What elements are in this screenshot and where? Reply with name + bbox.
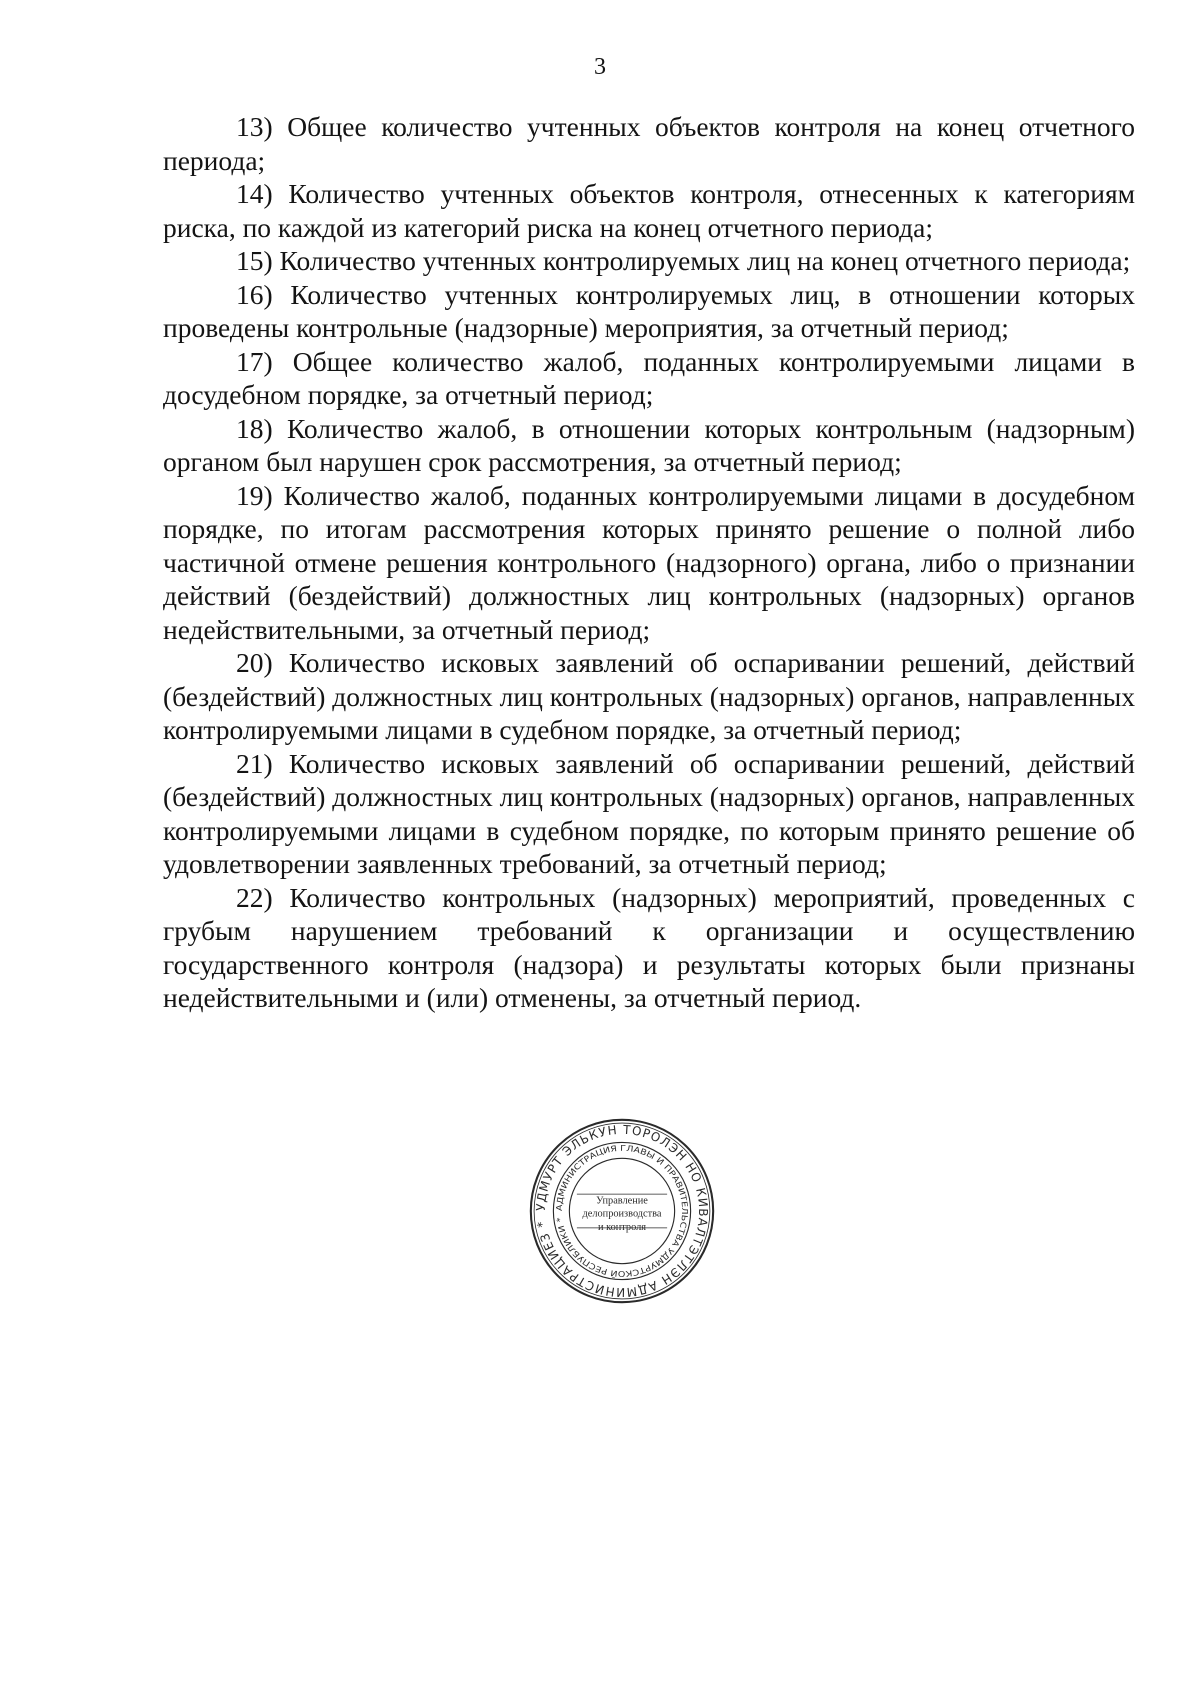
list-item: 20) Количество исковых заявлений об оспаривании решений, действий (бездействий) должностных лиц контрольных (надзорных) органов, направленных контролируемыми лицами в судебном порядке, за отчетный период; bbox=[163, 647, 1135, 745]
list-item: 18) Количество жалоб, в отношении которых контрольным (надзорным) органом был нарушен срок рассмотрения, за отчетный период; bbox=[163, 412, 1135, 477]
official-seal bbox=[528, 1117, 716, 1305]
seal-inner-text: АДМИНИСТРАЦИЯ ГЛАВЫ И ПРАВИТЕЛЬСТВА УДМУРТСКОЙ РЕСПУБЛИКИ * bbox=[554, 1143, 690, 1279]
list-item: 21) Количество исковых заявлений об оспаривании решений, действий (бездействий) должностных лиц контрольных (надзорных) органов, направленных контролируемыми лицами в судебном порядке, по которым принято решение об удовлетворении заявленных требований, за отчетный период; bbox=[163, 747, 1135, 879]
seal-center-line: Управление bbox=[596, 1195, 648, 1207]
seal-outer-text: УДМУРТ ЭЛЬКУН ТОРОЛЭН НО КИВАЛТЭТЛЭН АДМИНИСТРАЦИЕЗ * bbox=[533, 1122, 711, 1300]
list-item: 16) Количество учтенных контролируемых лиц, в отношении которых проведены контрольные (надзорные) мероприятия, за отчетный период; bbox=[163, 278, 1135, 343]
list-item: 15) Количество учтенных контролируемых лиц на конец отчетного периода; bbox=[236, 245, 1131, 276]
seal-center-line: делопроизводства bbox=[582, 1208, 662, 1220]
page-number: 3 bbox=[594, 54, 606, 80]
document-body bbox=[163, 110, 1135, 1015]
list-item: 14) Количество учтенных объектов контроля, отнесенных к категориям риска, по каждой из категорий риска на конец отчетного периода; bbox=[163, 178, 1135, 243]
list-item: 13) Общее количество учтенных объектов контроля на конец отчетного периода; bbox=[163, 111, 1135, 176]
list-item: 19) Количество жалоб, поданных контролируемыми лицами в досудебном порядке, по итогам рассмотрения которых принято решение о полной либо частичной отмене решения контрольного (надзорного) органа, либо о признании действий (бездействий) должностных лиц контрольных (надзорных) органов недействительными, за отчетный период; bbox=[163, 479, 1135, 645]
list-item: 17) Общее количество жалоб, поданных контролируемыми лицами в досудебном порядке, за отчетный период; bbox=[163, 345, 1135, 410]
seal-center-line: и контроля bbox=[597, 1221, 647, 1233]
list-item: 22) Количество контрольных (надзорных) мероприятий, проведенных с грубым нарушением требований к организации и осуществлению государственного контроля (надзора) и результаты которых были признаны недействительными и (или) отменены, за отчетный период. bbox=[163, 881, 1135, 1013]
